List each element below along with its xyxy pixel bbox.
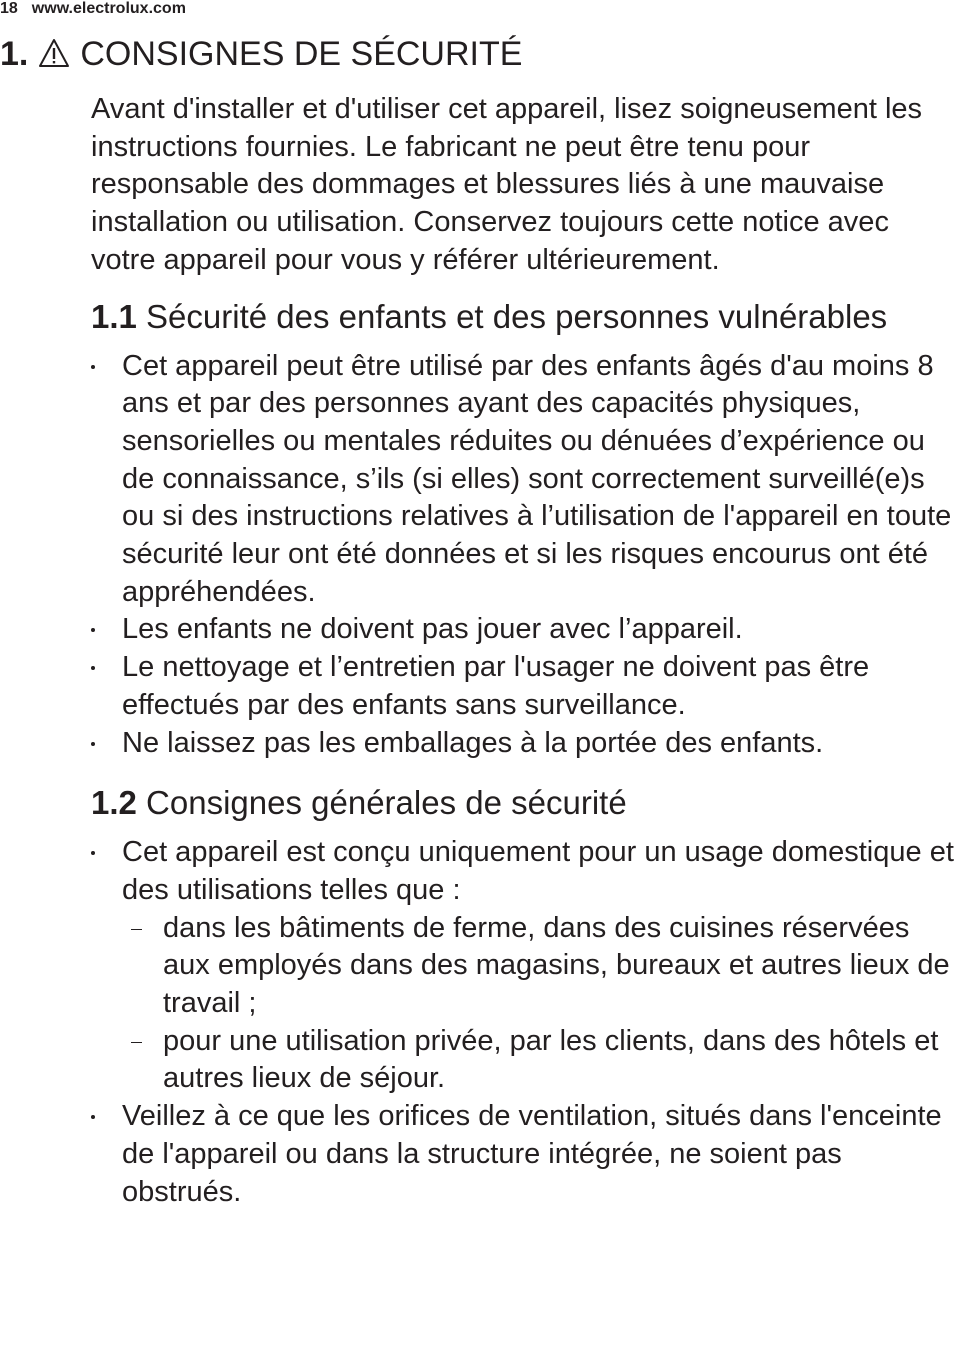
warning-triangle-icon (38, 38, 70, 68)
section-1-2-list (91, 834, 960, 1211)
intro-paragraph: Avant d'installer et d'utiliser cet appareil, lisez soigneusement les instructions fournies. Le fabricant ne peut être tenu pour responsable des dommages et blessures liés à une mauvaise installation ou utilisation. Conservez toujours cette notice avec votre appareil pour vous y référer ultérieurement. (91, 93, 923, 276)
list-item: Cet appareil peut être utilisé par des enfants âgés d'au moins 8 ans et par des personnes ayant des capacités physiques, sensorielles ou mentales réduites ou dénuées d’expérience ou de connaissance, s’ils (si elles) sont correctement surveillé(e)s ou si des instructions relatives à l’utilisation de l'appareil en toute sécurité leur ont été données et si les risques encourus ont été appréhendées. (91, 348, 960, 612)
list-item: Le nettoyage et l’entretien par l'usager ne doivent pas être effectués par des enfants sans surveillance. (91, 649, 960, 724)
sub-list-item: pour une utilisation privée, par les clients, dans des hôtels et autres lieux de séjour. (122, 1023, 960, 1098)
chapter-heading-text: CONSIGNES DE SÉCURITÉ (80, 35, 523, 73)
section-1-1-heading: Sécurité des enfants et des personnes vulnérables (146, 297, 888, 335)
section-1-2-title (91, 784, 960, 822)
chapter-number: 1. (0, 35, 29, 73)
website-url: www.electrolux.com (31, 0, 186, 17)
list-item: Veillez à ce que les orifices de ventilation, situés dans l'enceinte de l'appareil ou dans la structure intégrée, ne soient pas obstrués. (91, 1098, 960, 1211)
chapter-title (0, 34, 522, 74)
sub-list (122, 910, 960, 1099)
section-1-2-heading: Consignes générales de sécurité (146, 784, 627, 822)
section-1-1-title (91, 298, 960, 336)
sub-list-item: dans les bâtiments de ferme, dans des cuisines réservées aux employés dans des magasins, bureaux et autres lieux de travail ; (122, 910, 960, 1023)
list-item (91, 834, 960, 1098)
list-item: Les enfants ne doivent pas jouer avec l’appareil. (91, 611, 960, 649)
document-body (91, 91, 960, 1211)
list-item-text: Cet appareil est conçu uniquement pour un usage domestique et des utilisations telles que : (122, 836, 954, 906)
page-number: 18 (0, 0, 18, 17)
section-1-1-list (91, 348, 960, 763)
section-1-1-number: 1.1 (91, 297, 137, 335)
list-item: Ne laissez pas les emballages à la portée des enfants. (91, 725, 960, 763)
section-1-2-number: 1.2 (91, 784, 137, 822)
page-header (0, 0, 186, 18)
